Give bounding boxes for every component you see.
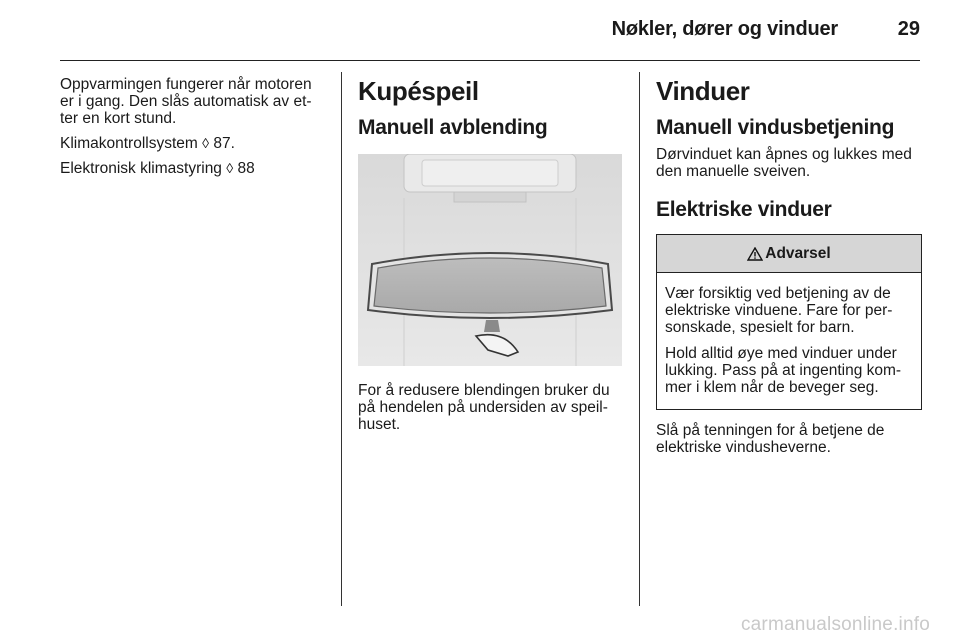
subheading-manual-windows: Manuell vindusbetjening (656, 116, 895, 139)
column-middle (358, 76, 624, 441)
cross-reference-electronic-climate[interactable] (60, 160, 326, 177)
heating-paragraph: Oppvarmingen fungerer når motoren er i gang. Den slås automatisk av et-ter en kort stund. (60, 76, 312, 127)
reference-text: Elektronisk klimastyring (60, 160, 222, 177)
column-divider-2 (639, 72, 640, 606)
reference-arrow-icon: ◊ (226, 160, 234, 176)
manual-windows-paragraph: Dørvinduet kan åpnes og lukkes med den manuelle sveiven. (656, 146, 912, 180)
header-rule (60, 60, 920, 61)
column-divider-1 (341, 72, 342, 606)
page-number: 29 (897, 18, 920, 40)
reference-arrow-icon: ◊ (202, 135, 210, 151)
warning-header (657, 235, 921, 273)
warning-paragraph-2: Hold alltid øye med vinduer under lukking. Pass på at ingenting kom-mer i klem når de beveger seg. (665, 345, 902, 396)
header-title: Nøkler, dører og vinduer (611, 18, 838, 40)
warning-paragraph-1: Vær forsiktig ved betjening av de elektriske vinduene. Fare for per-sonskade, spesielt for barn. (665, 285, 893, 336)
warning-triangle-icon (747, 247, 763, 261)
section-heading-windows: Vinduer (656, 76, 750, 106)
section-heading-mirror: Kupéspeil (358, 76, 479, 106)
warning-title: Advarsel (765, 244, 831, 262)
dimming-instructions: For å redusere blendingen bruker du på hendelen på undersiden av speil-huset. (358, 382, 610, 433)
warning-box (656, 234, 922, 410)
column-right (656, 76, 922, 464)
column-left (60, 76, 326, 185)
subheading-manual-dimming: Manuell avblending (358, 116, 548, 139)
reference-text: Klimakontrollsystem (60, 135, 198, 152)
rearview-mirror-illustration (358, 154, 622, 366)
subheading-power-windows: Elektriske vinduer (656, 198, 832, 221)
cross-reference-climate-control[interactable] (60, 135, 326, 152)
reference-page: 88 (237, 160, 255, 177)
warning-body (657, 273, 921, 409)
watermark: carmanualsonline.info (740, 614, 930, 635)
ignition-paragraph: Slå på tenningen for å betjene de elektriske vindusheverne. (656, 422, 885, 456)
reference-page: 87. (213, 135, 235, 152)
